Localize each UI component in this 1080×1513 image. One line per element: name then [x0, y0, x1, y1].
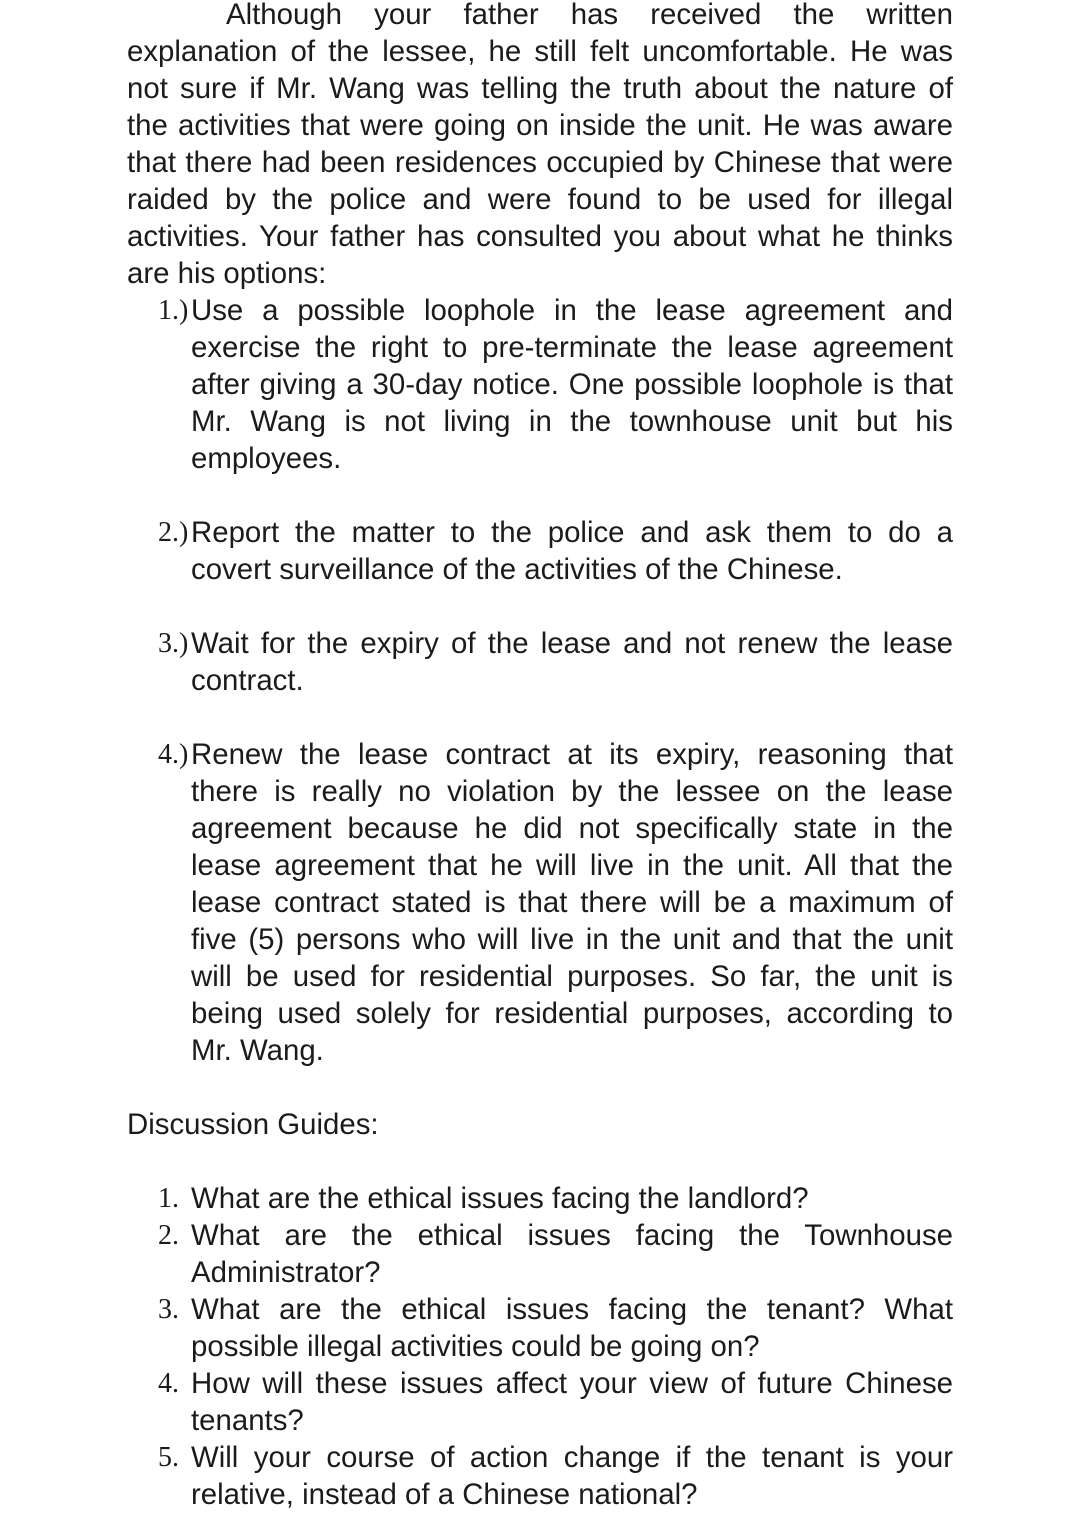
- guide-item: [127, 1180, 953, 1217]
- guide-text: What are the ethical issues facing the tenant? What possible illegal activities could be going on?: [191, 1293, 953, 1363]
- option-text: Report the matter to the police and ask them to do a covert surveillance of the activities of the Chinese.: [191, 516, 953, 586]
- option-number: 2.): [158, 517, 189, 548]
- option-text: Renew the lease contract at its expiry, reasoning that there is really no violation by the lessee on the lease agreement because he did not specifically state in the lease agreement that he will live in the unit. All that the lease contract stated is that there will be a maximum of five (5) persons who will live in the unit and that the unit will be used for residential purposes. So far, the unit is being used solely for residential purposes, according to Mr. Wang.: [191, 738, 953, 1067]
- guide-item: [127, 1365, 953, 1439]
- options-list: [127, 292, 953, 1069]
- option-item: [127, 292, 953, 477]
- guide-number: 2.: [158, 1220, 179, 1251]
- guide-text: What are the ethical issues facing the Townhouse Administrator?: [191, 1219, 953, 1289]
- option-item: [127, 736, 953, 1069]
- option-text: Wait for the expiry of the lease and not renew the lease contract.: [191, 627, 953, 697]
- guide-number: 4.: [158, 1368, 179, 1399]
- option-number: 1.): [158, 295, 189, 326]
- option-item: [127, 625, 953, 699]
- discussion-guides-list: [127, 1180, 953, 1513]
- intro-paragraph: Although your father has received the written explanation of the lessee, he still felt uncomfortable. He was not sure if Mr. Wang was telling the truth about the nature of the activities that were going on inside the unit. He was aware that there had been residences occupied by Chinese that were raided by the police and were found to be used for illegal activities. Your father has consulted you about what he thinks are his options:: [127, 0, 953, 290]
- option-text: Use a possible loophole in the lease agreement and exercise the right to pre-terminate the lease agreement after giving a 30-day notice. One possible loophole is that Mr. Wang is not living in the townhouse unit but his employees.: [191, 294, 953, 475]
- option-item: [127, 514, 953, 588]
- discussion-heading: Discussion Guides:: [127, 1108, 379, 1141]
- guide-number: 1.: [158, 1183, 179, 1214]
- guide-number: 3.: [158, 1294, 179, 1325]
- guide-number: 5.: [158, 1442, 179, 1473]
- option-number: 4.): [158, 739, 189, 770]
- guide-text: What are the ethical issues facing the landlord?: [191, 1182, 809, 1215]
- guide-text: How will these issues affect your view of future Chinese tenants?: [191, 1367, 953, 1437]
- document-page: [127, 0, 953, 1513]
- guide-item: [127, 1291, 953, 1365]
- guide-text: Will your course of action change if the tenant is your relative, instead of a Chinese national?: [191, 1441, 953, 1511]
- guide-item: [127, 1439, 953, 1513]
- option-number: 3.): [158, 628, 189, 659]
- guide-item: [127, 1217, 953, 1291]
